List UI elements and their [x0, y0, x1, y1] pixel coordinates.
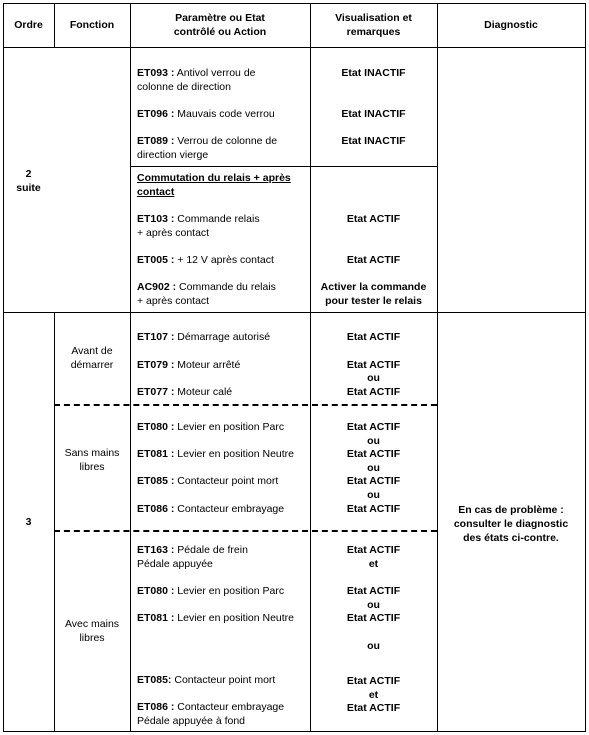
header-parametre-line1: Paramètre ou Etat [175, 12, 265, 24]
vis-connector: ou [367, 489, 380, 501]
dashed-separator-1 [54, 404, 437, 406]
param-item: ET086 : Contacteur embrayage [137, 503, 285, 515]
vis-value: Etat ACTIF [346, 702, 401, 714]
vis-value: Etat ACTIF [346, 386, 401, 398]
diagnostic-line2: consulter le diagnostic [453, 518, 569, 530]
vis-value: Etat ACTIF [346, 213, 401, 225]
param-item: ET080 : Levier en position Parc [137, 585, 285, 597]
param-item: ET085 : Contacteur point mort [137, 475, 279, 487]
header-fonction: Fonction [69, 19, 115, 31]
vis-connector: et [368, 689, 379, 701]
param-item: ET085: Contacteur point mort [137, 674, 276, 686]
vis-value: Etat INACTIF [341, 135, 406, 147]
vis-value: Etat INACTIF [341, 108, 406, 120]
param-item: ET093 : Antivol verrou de [137, 67, 256, 79]
vis-value: Etat ACTIF [346, 331, 401, 343]
table-border-bottom [3, 731, 586, 732]
param-item: ET086 : Contacteur embrayage [137, 701, 285, 713]
ordre-3: 3 [25, 516, 32, 528]
param-item-cont: Pédale appuyée [137, 558, 213, 570]
fonction-avec-line1: Avec mains [64, 618, 120, 630]
param-item-cont: + après contact [137, 295, 210, 307]
col-divider-2 [130, 3, 131, 732]
vis-connector: ou [367, 372, 380, 384]
header-ordre: Ordre [14, 19, 43, 31]
param-item: ET079 : Moteur arrêté [137, 359, 241, 371]
param-item-cont: direction vierge [137, 149, 209, 161]
vis-value: Etat ACTIF [346, 448, 401, 460]
fonction-avant-line1: Avant de [71, 345, 113, 357]
block-b-title-line1: Commutation du relais + après [137, 172, 291, 184]
param-item: AC902 : Commande du relais [137, 281, 276, 293]
section-divider [3, 312, 586, 313]
param-item: ET163 : Pédale de frein [137, 544, 248, 556]
param-item: ET089 : Verrou de colonne de [137, 135, 278, 147]
header-visualisation-line2: remarques [346, 26, 401, 38]
param-item-cont: Pédale appuyée à fond [137, 715, 246, 727]
param-item: ET081 : Levier en position Neutre [137, 612, 295, 624]
param-item: ET103 : Commande relais [137, 213, 260, 225]
fonction-avec-line2: libres [79, 632, 105, 644]
header-parametre-line2: contrôlé ou Action [173, 26, 267, 38]
subsection-divider [130, 166, 437, 167]
fonction-sans-line1: Sans mains [64, 447, 120, 459]
dashed-separator-2 [54, 530, 437, 532]
param-item: ET080 : Levier en position Parc [137, 421, 285, 433]
col-divider-1-sec3 [54, 312, 55, 732]
param-item-cont: colonne de direction [137, 81, 231, 93]
param-item: ET081 : Levier en position Neutre [137, 448, 295, 460]
col-divider-4 [437, 3, 438, 732]
param-item: ET107 : Démarrage autorisé [137, 331, 271, 343]
vis-value: Etat ACTIF [346, 585, 401, 597]
param-item-cont: + après contact [137, 227, 210, 239]
vis-value: Etat ACTIF [346, 475, 401, 487]
vis-value: Etat ACTIF [346, 503, 401, 515]
param-item: ET005 : + 12 V après contact [137, 254, 274, 266]
header-bottom-line [3, 47, 586, 48]
vis-value: Etat ACTIF [346, 612, 401, 624]
block-b-title-line2: contact [137, 186, 175, 198]
table-border-left [3, 3, 4, 732]
param-item: ET096 : Mauvais code verrou [137, 108, 275, 120]
vis-value: Etat ACTIF [346, 254, 401, 266]
diagnostic-line3: des états ci-contre. [463, 532, 559, 544]
table-border-right [585, 3, 586, 732]
diagnostic-line1: En cas de problème : [458, 504, 564, 516]
vis-value: Etat INACTIF [341, 67, 406, 79]
header-visualisation-line1: Visualisation et [335, 12, 412, 24]
vis-value: Activer la commande [320, 281, 427, 293]
vis-connector: ou [367, 640, 380, 652]
header-diagnostic: Diagnostic [484, 19, 538, 31]
fonction-avant-line2: démarrer [70, 359, 114, 371]
vis-value: Etat ACTIF [346, 675, 401, 687]
vis-value: pour tester le relais [325, 295, 422, 307]
ordre-2-suite: suite [16, 182, 41, 194]
vis-connector: ou [367, 462, 380, 474]
vis-value: Etat ACTIF [346, 421, 401, 433]
vis-connector: ou [367, 435, 380, 447]
param-item: ET077 : Moteur calé [137, 386, 233, 398]
vis-value: Etat ACTIF [346, 544, 401, 556]
ordre-2: 2 [25, 168, 32, 180]
vis-connector: et [368, 558, 379, 570]
vis-connector: ou [367, 599, 380, 611]
fonction-sans-line2: libres [79, 461, 105, 473]
table-border-top [3, 3, 586, 4]
vis-value: Etat ACTIF [346, 359, 401, 371]
